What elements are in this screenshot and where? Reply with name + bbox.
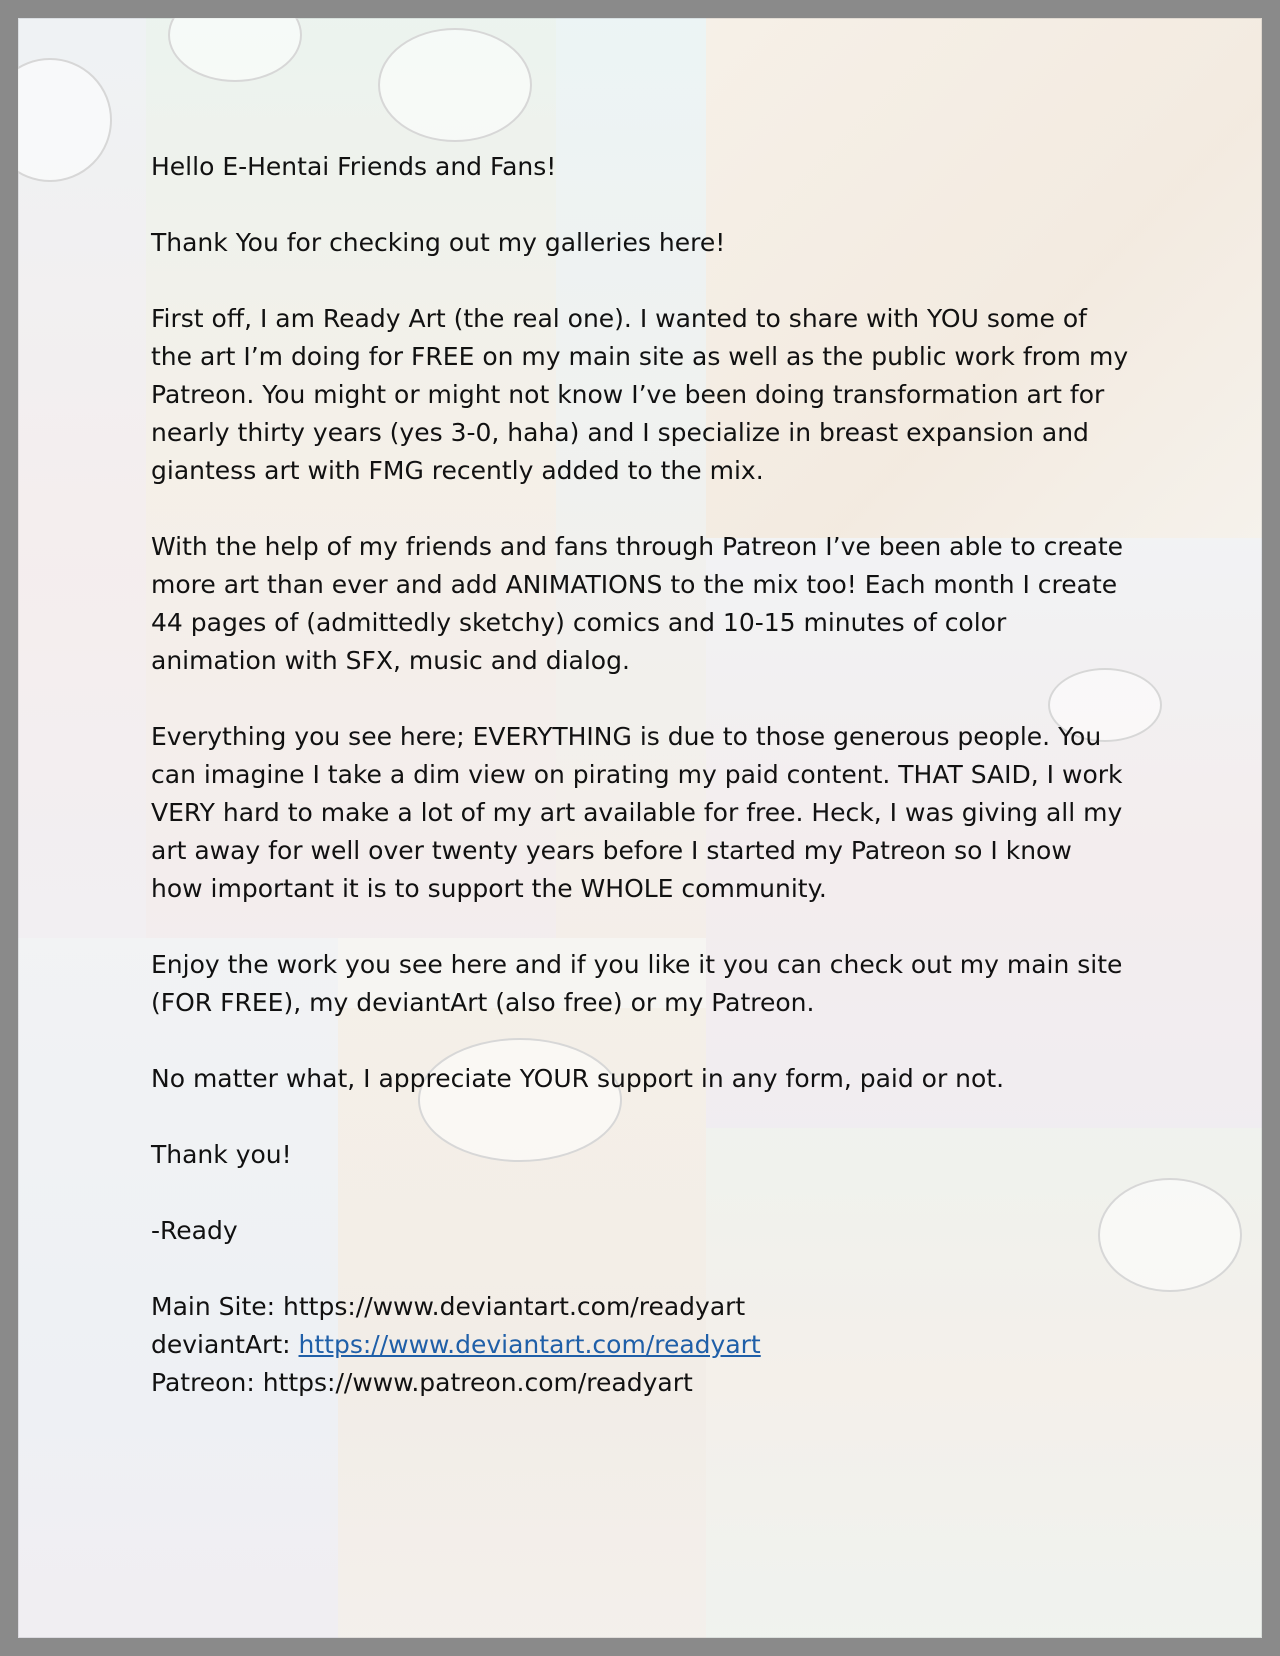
signature: -Ready: [151, 1216, 238, 1245]
patreon-label: Patreon:: [151, 1368, 263, 1397]
deviantart-link[interactable]: https://www.deviantart.com/readyart: [298, 1330, 761, 1359]
intro-paragraph: First off, I am Ready Art (the real one). I wanted to share with YOU some of the art I’m doing for FREE on my main site as well as the public work from my Patreon. You might or might not know I’ve been doing transformation art for nearly thirty years (yes 3-0, haha) and I specialize in breast expansion and giantess art with FMG recently added to the mix.: [151, 304, 1129, 485]
speech-bubble-decoration: [378, 28, 532, 142]
greeting: Hello E-Hentai Friends and Fans!: [151, 152, 557, 181]
deviantart-line: [151, 1326, 1131, 1364]
deviantart-label: deviantArt:: [151, 1330, 299, 1359]
patreon-line: [151, 1364, 1131, 1402]
invitation-paragraph: Enjoy the work you see here and if you like it you can check out my main site (FOR FREE), my deviantArt (also free) or my Patreon.: [151, 950, 1123, 1017]
thanks-line: Thank You for checking out my galleries here!: [151, 228, 726, 257]
patreon-paragraph: With the help of my friends and fans through Patreon I’ve been able to create more art than ever and add ANIMATIONS to the mix too! Each month I create 44 pages of (admittedly sketchy) comics and 10-15 minutes of color animation with SFX, music and dialog.: [151, 532, 1123, 675]
letter-page: [18, 18, 1262, 1638]
main-site-line: [151, 1288, 1131, 1326]
main-site-label: Main Site:: [151, 1292, 283, 1321]
support-paragraph: Everything you see here; EVERYTHING is due to those generous people. You can imagine I take a dim view on pirating my paid content. THAT SAID, I work VERY hard to make a lot of my art available for free. Heck, I was giving all my art away for well over twenty years before I started my Patreon so I know how important it is to support the WHOLE community.: [151, 722, 1123, 903]
main-site-url: https://www.deviantart.com/readyart: [283, 1292, 746, 1321]
closing: Thank you!: [151, 1140, 292, 1169]
appreciation-paragraph: No matter what, I appreciate YOUR support in any form, paid or not.: [151, 1064, 1005, 1093]
letter-body: [151, 148, 1131, 1402]
patreon-url: https://www.patreon.com/readyart: [262, 1368, 693, 1397]
